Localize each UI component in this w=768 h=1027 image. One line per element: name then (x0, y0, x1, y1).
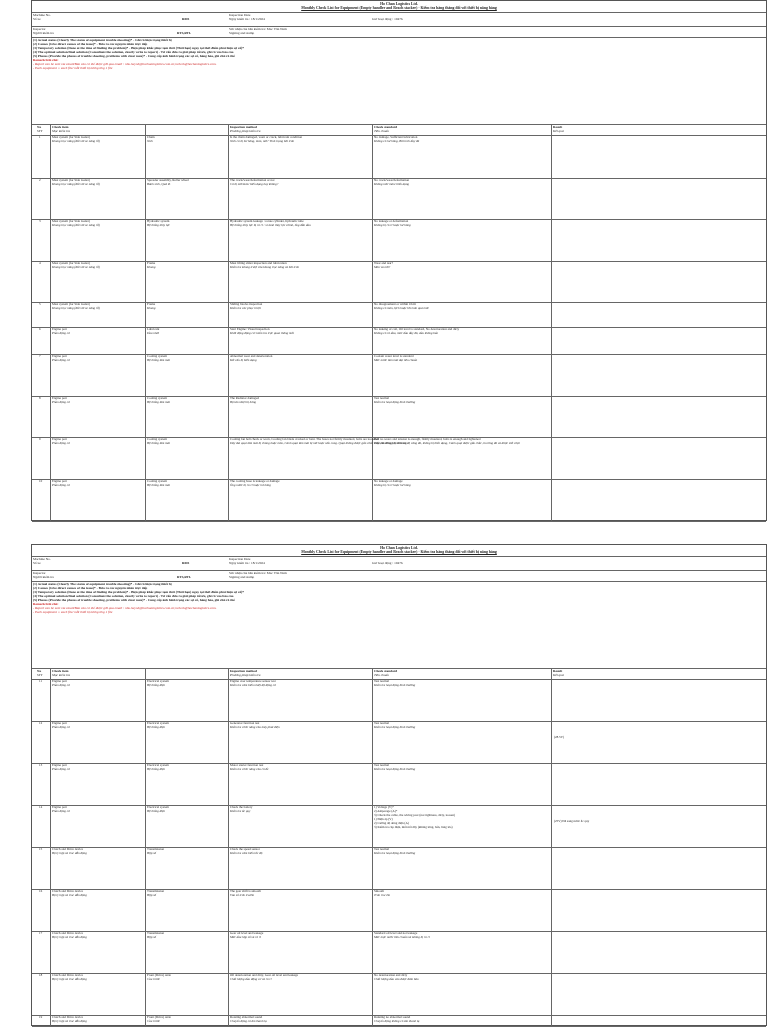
row-check-item: Mast system (for Side loader) (52, 261, 90, 265)
row-component: Cooling system (147, 396, 167, 400)
remark-label-2: Remark/Ghi chú: (33, 602, 59, 606)
row-standard: Test normal (374, 721, 390, 725)
row-standard: Standard oil level and not leakage (374, 931, 418, 935)
row-component-vn: Hệ thống điện (147, 683, 166, 687)
row-component-vn: Khung (147, 265, 156, 269)
note-4-p2: (4) The optimal solution/final solution (Consultant the solution, clearly write to report) - Tư vấn đưa ra giải pháp tối ưu, ghi rõ vào báo cáo (33, 594, 234, 598)
row-component: Transmission (147, 847, 165, 851)
row-standard: Test normal (374, 396, 390, 400)
row-component-vn: Hộp số (147, 935, 157, 939)
row-component-vn: Hộp số (147, 851, 157, 855)
row-standard-vn: Kiểm tra hoạt động bình thường (374, 767, 416, 771)
row-standard-vn: Không nứt/ mòn/ biến dạng (374, 182, 410, 186)
note-3-p2: (3) Temporary solution (Done at the time of finding the problem)* - Biện pháp khắc phục tạm thời (Thời hạn) ngay tại thời điểm phát hiện sự cố)* (33, 590, 244, 594)
row-component: Cooling system (147, 479, 167, 483)
signing-label: Signing and stamp (229, 31, 255, 35)
row-method-vn: Ống nước bị rò rỉ hoặc hư hỏng (230, 483, 271, 487)
row-component-vn: Hệ thống làm mát (147, 358, 170, 362)
row-result: (28.5V) (554, 735, 565, 739)
col-result-vn-2: Kết quả (553, 673, 564, 677)
row-check-item-vn: Khung trục nâng (đối với xe nâng rỗ) (52, 223, 100, 227)
note-4: (4) The optimal solution/final solution (Consultant the solution, clearly write to report) - Tư vấn đưa ra giải pháp tối ưu, ghi rõ vào báo cáo (33, 50, 234, 54)
machine-no-label-vn: Số xe (33, 17, 41, 21)
row-check-item: Engine part (52, 396, 67, 400)
row-component: Electrical system (147, 679, 169, 683)
row-number: 4 (39, 261, 41, 265)
col-no-vn: STT (37, 129, 43, 133)
company-name: Ho Chan Logistics Ltd. (380, 2, 418, 6)
row-number: 18 (39, 973, 43, 977)
col-no: No (37, 125, 42, 129)
checklist-page-2 (31, 544, 767, 1026)
row-standard-vn: Không bị rò rỉ hoặc hư hỏng (374, 483, 411, 487)
row-standard: Belt no wears and tension is enough, firmly mounted, bolts is enough and tightened (374, 437, 481, 441)
row-component-vn: Hệ thống điện (147, 725, 166, 729)
col-no-vn-2: STT (37, 673, 43, 677)
checklist-page-1 (31, 0, 767, 521)
row-method: Abnormal wear and deterioration (230, 354, 273, 358)
row-number: 9 (39, 437, 41, 441)
col-item-vn: Mục kiểm tra (52, 129, 71, 133)
row-number: 1 (39, 135, 41, 139)
row-standard-vn: Kiểm tra hoạt động bình thường (374, 683, 416, 687)
row-check-item: Mast system (for Side loader) (52, 178, 90, 182)
row-number: 19 (39, 1015, 43, 1019)
row-standard: No damage, Sufficient lubrication (374, 135, 418, 139)
row-standard: Smooth (374, 889, 384, 893)
note-1: (1) Actual status (Clearly The status of equipment trouble shooting)* - Ghi rõ hiện trạng thiết bị (33, 38, 172, 42)
inspector-value: RTS,RTL (177, 31, 192, 35)
row-number: 10 (39, 479, 43, 483)
row-component: Hydraulic system (147, 219, 170, 223)
row-component-vn: Hệ thống làm mát (147, 400, 170, 404)
col-standard-vn: Tiêu chuẩn (374, 129, 389, 133)
remark-line-1: - Report can be sent via email/Báo cáo có thể được gửi qua email : nhu.huynh@hochanlogistics.com.vn;ncheck@hochanlogistics.com. (33, 62, 217, 66)
row-component-vn: Cầu trước (147, 1019, 161, 1023)
remark-line-2-p2: - Each equipment = each file/ mỗi thiết bị tương ứng 1 file (33, 610, 113, 614)
row-method-vn: Chất lượng dầu động cơ và rò rỉ (230, 977, 272, 981)
row-method: Check the speed sensor (230, 847, 260, 851)
inspector-label-2: Inspector (33, 571, 46, 575)
row-standard: No disagreement or within 10cm (374, 302, 416, 306)
row-standard: Test normal (374, 763, 390, 767)
row-component-vn: Bánh xích, Quả lô (147, 182, 171, 186)
row-method: Gear oil level and leakage (230, 931, 264, 935)
row-number: 14 (39, 805, 43, 809)
column-divider (551, 124, 552, 521)
row-check-item: Mast system (for Side loader) (52, 302, 90, 306)
row-method: Mast lifting slider inspection and lubrication (230, 261, 287, 265)
row-method-vn: Kiểm tra các phục trượt (230, 306, 261, 310)
row-method-vn: Khởi động động cơ: kiểm tra trực quan thông mốt (230, 331, 294, 335)
note-5-p2: (5) Photos (Provide the photos of trouble shooting, problems with clear note)* - Cung cấp ảnh hình trạng các sự cố, hàng hóa, ghi chú rõ thể (33, 598, 235, 602)
row-component-vn: Cầu trước (147, 977, 161, 981)
row-check-item: Engine part (52, 805, 67, 809)
row-standard: Running no abnormal sound (374, 1015, 411, 1019)
document-title: Monthly Check List for Equipment (Empty handler and Reach stacker) - Kiểm tra hàng tháng đối với thiết bị nâng hàng (301, 6, 497, 10)
row-method: Engine over temperature sensor test (230, 679, 276, 683)
row-check-item: Clutch and Drive device (52, 931, 84, 935)
checker-label-2: Sức nhận của bên kiểm tra: Mac Văn Nam (229, 571, 287, 575)
row-standard: Test normal (374, 847, 390, 851)
row-method: Hydraulic system leakage : rotate cylinder, hydraulic tube (230, 219, 304, 223)
row-number: 2 (39, 178, 41, 182)
row-method-vn: Có bị nứt/mòn/ biến dạng hay không? (230, 182, 279, 186)
row-component: Lubricant (147, 327, 160, 331)
operating-hours-2: Giờ hoạt động : 1047h (372, 561, 403, 565)
row-number: 5 (39, 302, 41, 306)
table-row (32, 847, 766, 848)
machine-no-value-2: R001 (182, 561, 190, 565)
checker-label: Sức nhận của bên kiểm tra: Mac Văn Nam (229, 27, 287, 31)
row-check-item-vn: Bộ ly hợp và truc dẫn động (52, 1019, 87, 1023)
row-method: Oil deterioration and dirty, Gear oil level and leakage (230, 973, 299, 977)
row-component: Frame (147, 261, 156, 265)
row-method-vn: Xích có bị hư hỏng, mòn, nứt? Tình trạng bôi trơn (230, 139, 295, 143)
row-component-vn: Xích (147, 139, 153, 143)
row-check-item: Engine part (52, 763, 67, 767)
inspection-date-label: Inspection Date (229, 13, 251, 17)
row-check-item-vn: Phần động cơ (52, 767, 70, 771)
row-check-item-vn: Bộ ly hợp và truc dẫn động (52, 851, 87, 855)
inspection-date-value: Ngày kiểm tra : 18/1/2024 (229, 17, 265, 21)
inspection-date-value-2: Ngày kiểm tra : 18/1/2024 (229, 561, 265, 565)
document-title-2: Monthly Check List for Equipment (Empty handler and Reach stacker) - Kiểm tra hàng tháng đối với thiết bị nâng hàng (301, 550, 497, 554)
row-method: Check the battery (230, 805, 253, 809)
machine-no-label-vn-2: Số xe (33, 561, 41, 565)
column-divider (50, 124, 51, 521)
row-method: Rotating abnormal sound (230, 1015, 263, 1019)
row-method-vn: Kiểm tra chức năng của máy phát điện (230, 725, 280, 729)
row-check-item: Mast system (for Side loader) (52, 219, 90, 223)
row-standard: Wear and tear? (374, 261, 394, 265)
col-result: Result (553, 125, 563, 129)
row-check-item-vn: Khung trục nâng (đối với xe nâng rỗ) (52, 182, 100, 186)
row-number: 13 (39, 763, 43, 767)
row-check-item-vn: Phần động cơ (52, 441, 70, 445)
row-check-item-vn: Phần động cơ (52, 483, 70, 487)
col-result-vn: Kết quả (553, 129, 564, 133)
column-divider (372, 124, 373, 521)
remark-label: Remark/Ghi chú: (33, 58, 59, 62)
row-method: Start Engine: Visual inspection (230, 327, 270, 331)
row-component-vn: Hệ thống điện (147, 767, 166, 771)
row-standard: 1) Voltage (V)* 2) Amperage (A)* 3) Check the cable, the wiring post (not tightness, dirty, loosen) 1) Điện áp (V) 2) Cường độ dòng điện (A) 3) Kiểm tra cáp điện, mối nối dây (không lỏng, bẩn, lỏng lẻo) (374, 805, 455, 829)
row-component: Chain (147, 135, 155, 139)
column-divider (228, 124, 229, 521)
column-divider (145, 124, 146, 521)
row-check-item-vn: Phần động cơ (52, 683, 70, 687)
col-method-2: Inspection method (230, 669, 257, 673)
note-2: (2) Causes (Give direct causes of the issue)* - Đưa ra các nguyên nhân trực tiếp (33, 42, 148, 46)
row-check-item: Engine part (52, 437, 67, 441)
row-component: Front (Drive) Axle (147, 973, 171, 977)
note-1-p2: (1) Actual status (Clearly The status of equipment trouble shooting)* - Ghi rõ hiện trạng thiết bị (33, 582, 172, 586)
row-check-item-vn: Khung trục nâng (đối với xe nâng rỗ) (52, 139, 100, 143)
row-method-vn: Hệ thống thủy lực bị rò rỉ : xi lanh thủy lực chính, ống dẫn dầu (230, 223, 311, 227)
machine-no-label: Machine No. (33, 13, 51, 17)
row-standard-vn: Không có rò dầu, mức dầu đầy đủ, dầu không bẩn (374, 331, 439, 335)
table-row (32, 889, 766, 890)
table-bottom (32, 521, 766, 522)
row-number: 7 (39, 354, 41, 358)
table-row (32, 396, 766, 397)
row-component-vn: Khung (147, 306, 156, 310)
row-component-vn: Hệ thống làm mát (147, 483, 170, 487)
row-check-item-vn: Khung trục nâng (đối với xe nâng rỗ) (52, 265, 100, 269)
row-method: The Radiator damaged (230, 396, 260, 400)
table-row (32, 763, 766, 764)
row-standard: No leakage or damage (374, 479, 403, 483)
row-component-vn: Hộp số (147, 893, 157, 897)
row-method: The gear shift is smooth (230, 889, 261, 893)
row-number: 11 (39, 679, 43, 683)
inspector-label-vn: Người kiểm tra (33, 31, 54, 35)
row-method: Generator function test (230, 721, 260, 725)
col-result-2: Result (553, 669, 563, 673)
inspection-date-label-2: Inspection Date (229, 557, 251, 561)
row-check-item-vn: Phần động cơ (52, 331, 70, 335)
row-standard-vn: Không có hư hỏng, Bôi trơn đầy đủ (374, 139, 420, 143)
row-check-item-vn: Bộ ly hợp và truc dẫn động (52, 935, 87, 939)
row-component: Spreader assembly, Roller wheel (147, 178, 189, 182)
row-component-vn: Hệ thống thủy lực (147, 223, 170, 227)
inspector-label-vn-2: Người kiểm tra (33, 575, 54, 579)
row-standard: Test normal (374, 679, 390, 683)
note-3: (3) Temporary solution (Done at the time of finding the problem)* - Biện pháp khắc phục tạm thời (Thời hạn) ngay tại thời điểm phát hiện sự cố)* (33, 46, 244, 50)
row-method: Is the chain damaged, worn or crack, lubricant condition (230, 135, 303, 139)
row-check-item: Clutch and Drive device (52, 889, 84, 893)
row-component: Transmission (147, 931, 165, 935)
row-standard: No crack/wear/deformation (374, 178, 410, 182)
inspector-value-2: RTS,RTL (177, 575, 192, 579)
machine-no-value: R001 (182, 17, 190, 21)
machine-no-label-2: Machine No. (33, 557, 51, 561)
row-method-vn: Chuyển động có âm thanh lạ (230, 1019, 267, 1023)
row-number: 8 (39, 396, 41, 400)
table-row (32, 261, 766, 262)
table-row (32, 721, 766, 722)
note-5: (5) Photos (Provide the photos of trouble shooting, problems with clear note)* - Cung cấp ảnh hình trạng các sự cố, hàng hóa, ghi chú rõ thể (33, 54, 235, 58)
row-method-vn: Kiểm tra ắc quy (230, 809, 251, 813)
row-method-vn: Mức dầu hộp số và rò rỉ (230, 935, 261, 939)
row-method-vn: Vào số trơn tru/êm (230, 893, 255, 897)
row-check-item: Engine part (52, 679, 67, 683)
row-check-item: Mast system (for Side loader) (52, 135, 90, 139)
col-method-vn: Phương pháp kiểm tra (230, 129, 261, 133)
col-item-vn-2: Mục kiểm tra (52, 673, 71, 677)
row-check-item: Engine part (52, 721, 67, 725)
company-name-2: Ho Chan Logistics Ltd. (380, 546, 418, 550)
remark-line-2: - Each equipment = each file/ mỗi thiết bị tương ứng 1 file (33, 66, 113, 70)
col-method-vn-2: Phương pháp kiểm tra (230, 673, 261, 677)
row-check-item: Engine part (52, 479, 67, 483)
row-number: 16 (39, 889, 43, 893)
row-check-item-vn: Phần động cơ (52, 809, 70, 813)
row-number: 6 (39, 327, 41, 331)
col-item: Check item (52, 125, 69, 129)
row-method-vn: Kiểm tra cảm biến tốc độ (230, 851, 263, 855)
row-method-vn: Kiểm tra chức năng của củ đề (230, 767, 269, 771)
row-standard-vn: Trơn tru/ êm (374, 893, 391, 897)
row-standard: No deterioration and dirty (374, 973, 408, 977)
row-component: Electrical system (147, 721, 169, 725)
row-component: Front (Drive) Axle (147, 1015, 171, 1019)
row-standard-vn: Không có mòn, lệch hoặc lớn hơn quá mức (374, 306, 429, 310)
row-component: Electrical system (147, 805, 169, 809)
row-standard-vn: Kiểm tra hoạt động bình thường (374, 725, 416, 729)
row-component: Transmission (147, 889, 165, 893)
row-standard-vn: Dây đai không bị mòn và độ căng đủ, không bị biến dạng, Cánh quạt được gắn chắc, bu lông đủ và được siết chặt (374, 441, 520, 445)
col-standard-vn-2: Tiêu chuẩn (374, 673, 389, 677)
row-method: The crack/wear/deformation or not (230, 178, 275, 182)
row-check-item-vn: Bộ ly hợp và truc dẫn động (52, 893, 87, 897)
row-method: The cooling hose is leakage or damage (230, 479, 280, 483)
row-check-item: Engine part (52, 327, 67, 331)
row-check-item-vn: Bộ ly hợp và truc dẫn động (52, 977, 87, 981)
row-check-item-vn: Phần động cơ (52, 400, 70, 404)
row-method-vn: Kết cấu bị biến dạng (230, 358, 257, 362)
row-method-vn: Kiểm tra khung trượt của khung trục nâng và bôi trơn (230, 265, 300, 269)
col-item-2: Check item (52, 669, 69, 673)
row-standard-vn: Kiểm tra hoạt động bình thường (374, 851, 416, 855)
row-method-vn: Bộ tản nhiệt bị hỏng (230, 400, 257, 404)
row-number: 3 (39, 219, 41, 223)
row-standard-vn: Mức nước làm mát đạt tiêu chuẩn (374, 358, 418, 362)
row-component: Electrical system (147, 763, 169, 767)
col-standard-2: Check standard (374, 669, 398, 673)
row-standard-vn: Mức mực nước tiêu chuẩn và không bị rò rỉ (374, 935, 430, 939)
note-2-p2: (2) Causes (Give direct causes of the issue)* - Đưa ra các nguyên nhân trực tiếp (33, 586, 148, 590)
row-check-item: Clutch and Drive device (52, 1015, 84, 1019)
row-standard-vn: Mòn và nứt? (374, 265, 391, 269)
signing-label-2: Signing and stamp (229, 575, 255, 579)
row-standard-vn: Kiểm tra hoạt động bình thường (374, 400, 416, 404)
col-standard: Check standard (374, 125, 398, 129)
col-no-2: No (37, 669, 42, 673)
row-number: 15 (39, 847, 43, 851)
row-check-item: Clutch and Drive device (52, 847, 84, 851)
row-component-vn: Dầu nhớt (147, 331, 160, 335)
row-component: Cooling system (147, 437, 167, 441)
operating-hours: Giờ hoạt động : 1047h (372, 17, 403, 21)
col-method: Inspection method (230, 125, 257, 129)
row-component-vn: Hệ thống điện (147, 809, 166, 813)
row-check-item-vn: Phần động cơ (52, 358, 70, 362)
row-method: Sliding blocks inspection (230, 302, 263, 306)
row-standard-vn: Không bị rò rỉ hoặc hư hỏng (374, 223, 411, 227)
row-standard: No leakage or deformation (374, 219, 409, 223)
row-number: 17 (39, 931, 43, 935)
row-check-item: Engine part (52, 354, 67, 358)
row-method: Motor starter function test (230, 763, 264, 767)
row-result: (25V) Đã sang nước ắc quy (554, 819, 590, 823)
row-method-vn: Dây đai quạt làm mát bị chùng hoặc mòn, Cánh quạt làm mát bị nứt hoặc uốn cong. Quạt không được gắn chắc chắn, bu lông bị nới hỏng (230, 441, 407, 445)
table-row (32, 679, 766, 680)
inspector-label: Inspector (33, 27, 46, 31)
row-check-item: Clutch and Drive device (52, 973, 84, 977)
row-method: Cooling fan belt check or worn, Cooling fan blade cracked or bent. The bases not firmly mounted, bolts are loosened (230, 437, 380, 441)
row-component-vn: Hệ thống làm mát (147, 441, 170, 445)
row-standard-vn: Chuyển động không có âm thanh lạ (374, 1019, 420, 1023)
row-component: Frame (147, 302, 156, 306)
row-number: 12 (39, 721, 43, 725)
row-check-item-vn: Khung trục nâng (đối với xe nâng rỗ) (52, 306, 100, 310)
remark-line-1-p2: - Report can be sent via email/Báo cáo có thể được gửi qua email : nhu.huynh@hochanlogistics.com.vn;ncheck@hochanlogistics.com. (33, 606, 217, 610)
row-method-vn: Kiểm tra cảm biến nhiệt độ động cơ (230, 683, 276, 687)
row-standard-vn: Chất lượng dầu vào được đảm bảo (374, 977, 419, 981)
row-component: Cooling system (147, 354, 167, 358)
row-standard: Coolant water level is standard (374, 354, 414, 358)
row-check-item-vn: Phần động cơ (52, 725, 70, 729)
row-standard: No leaking of coil, Oil level is standard, No deterioration and dirty (374, 327, 460, 331)
